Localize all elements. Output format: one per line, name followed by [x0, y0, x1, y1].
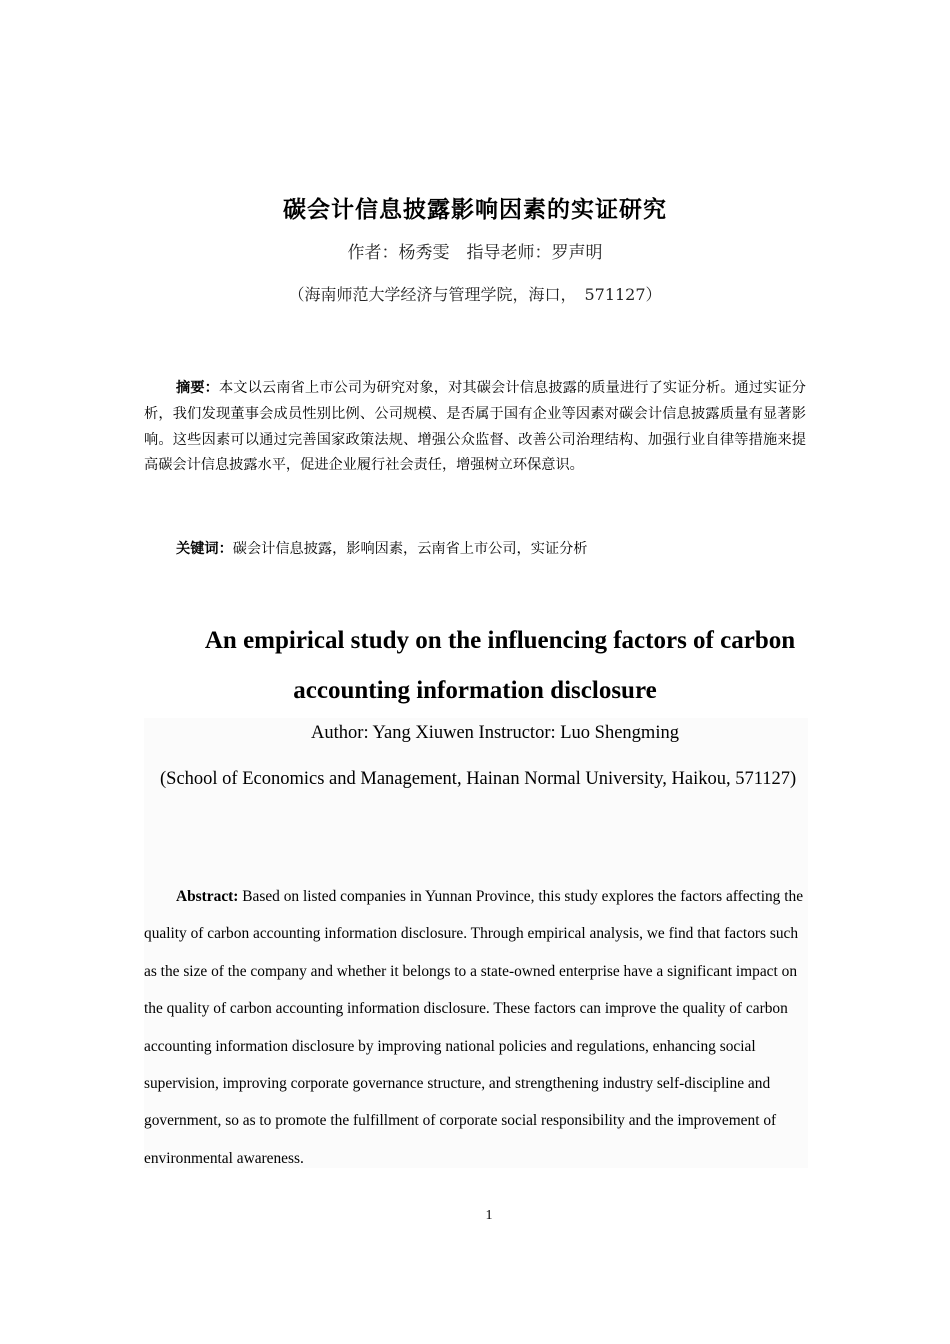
- english-abstract-text: Based on listed companies in Yunnan Province, this study explores the factors affecting the quality of carbon accounting information disclosure. Through empirical analysis, we find that factors such as the size of the company and whether it belongs to a state-owned enterprise have a significant impact on the quality of carbon accounting information disclosure. These factors can improve the quality of carbon accounting information disclosure by improving national policies and regulations, enhancing social supervision, improving corporate governance structure, and strengthening industry self-discipline and government, so as to promote the fulfillment of corporate social responsibility and the improvement of environmental awareness.: [144, 888, 804, 1167]
- english-abstract: [144, 878, 806, 1177]
- english-title-line-1: An empirical study on the influencing factors of carbon: [204, 627, 796, 654]
- english-title-line-2: accounting information disclosure: [293, 677, 657, 704]
- page-number: 1: [485, 1208, 493, 1223]
- english-authors-line: Author: Yang Xiuwen Instructor: Luo Shengming: [311, 723, 679, 743]
- chinese-abstract-label: 摘要：: [176, 380, 219, 396]
- chinese-keywords-label: 关键词：: [176, 541, 233, 557]
- chinese-abstract: [144, 376, 806, 479]
- chinese-keywords-text: 碳会计信息披露，影响因素，云南省上市公司，实证分析: [232, 541, 588, 557]
- chinese-affiliation: （海南师范大学经济与管理学院，海口， 571127）: [288, 285, 662, 304]
- english-abstract-label: Abstract:: [176, 888, 239, 905]
- english-affiliation: (School of Economics and Management, Hainan Normal University, Haikou, 571127): [160, 769, 797, 789]
- chinese-abstract-text: 本文以云南省上市公司为研究对象，对其碳会计信息披露的质量进行了实证分析。通过实证分析，我们发现董事会成员性别比例、公司规模、是否属于国有企业等因素对碳会计信息披露质量有显著影响。这些因素可以通过完善国家政策法规、增强公众监督、改善公司治理结构、加强行业自律等措施来提高碳会计信息披露水平，促进企业履行社会责任，增强树立环保意识。: [144, 380, 806, 474]
- chinese-title: 碳会计信息披露影响因素的实证研究: [283, 197, 667, 223]
- chinese-keywords: [144, 537, 806, 561]
- chinese-authors-line: 作者：杨秀雯 指导老师：罗声明: [347, 243, 603, 263]
